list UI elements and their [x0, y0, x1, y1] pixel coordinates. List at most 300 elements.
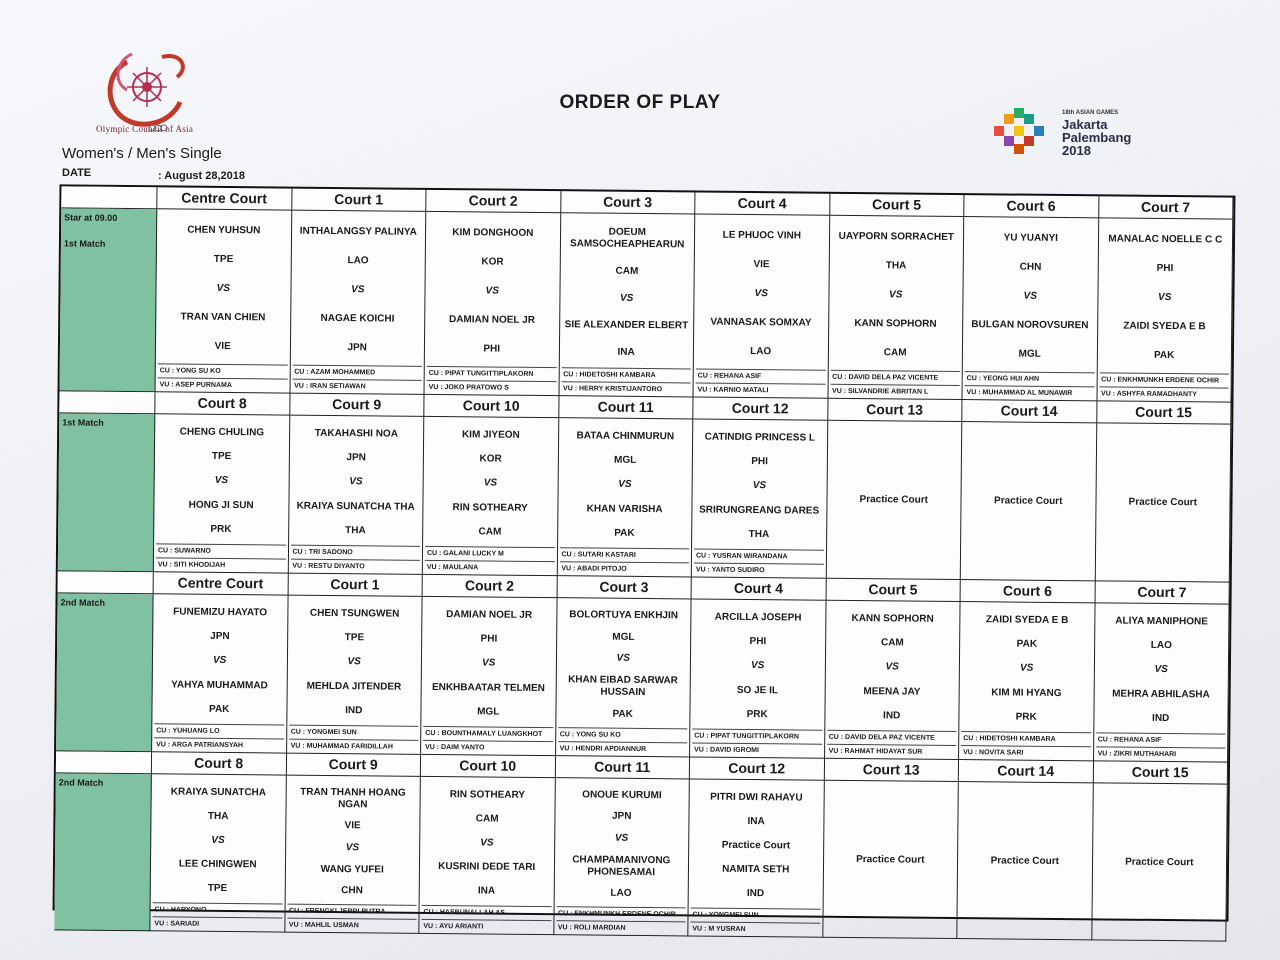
match-label-cell [58, 413, 156, 572]
match-cell [825, 601, 961, 760]
corner-cell [56, 751, 152, 774]
player-1-name: KIM JIYEON [461, 429, 520, 441]
practice-court-label: Practice Court [1128, 496, 1197, 509]
video-umpire: VU : NOVITA SARI [961, 745, 1091, 760]
player-2-country: PRK [746, 708, 768, 721]
player-2-name: ZAIDI SYEDA E B [1123, 320, 1206, 333]
chair-umpire: CU : PIPAT TUNGITTIPLAKORN [692, 728, 822, 743]
match-players [961, 608, 1092, 732]
versus-label: VS [752, 480, 767, 492]
match-officials [561, 367, 691, 396]
player-2-name: BULGAN NOROVSUREN [971, 319, 1089, 332]
match-officials [830, 370, 960, 399]
player-1-country: LAO [347, 254, 369, 267]
match-players [425, 423, 556, 547]
match-officials [696, 368, 826, 397]
chair-umpire: CU : HIDETOSHI KAMBARA [961, 731, 1091, 746]
match-officials [827, 730, 957, 759]
player-1-name: ARCILLA JOSEPH [714, 611, 802, 624]
court-header: Court 2 [426, 190, 561, 213]
games-name-line-3: 2018 [1062, 143, 1091, 158]
match-officials [421, 905, 551, 934]
player-1-country: TPE [213, 253, 234, 265]
court-header: Court 14 [962, 400, 1097, 423]
match-officials [152, 902, 282, 931]
player-1-name: YU YUANYI [1003, 232, 1058, 244]
match-players [156, 420, 287, 544]
chair-umpire: CU : REHANA ASIF [696, 368, 826, 383]
match-content [150, 774, 285, 931]
player-1-name: PITRI DWI RAHAYU [710, 791, 803, 804]
chair-umpire: CU : YONG SU KO [558, 727, 688, 742]
practice-court-label: Practice Court [990, 854, 1060, 867]
player-2-country: PAK [614, 527, 635, 539]
match-officials [156, 543, 286, 572]
court-header: Court 12 [693, 397, 828, 420]
match-cell [1092, 783, 1228, 941]
match-cell [290, 211, 426, 395]
match-cell [961, 422, 1097, 581]
player-1-name: ZAIDI SYEDA E B [985, 614, 1069, 627]
match-cell [419, 777, 555, 935]
match-content [959, 602, 1094, 760]
match-content [690, 599, 825, 757]
match-cell [826, 421, 962, 580]
player-1-country: PHI [480, 633, 498, 645]
match-cell [556, 598, 692, 757]
player-2-country: PRK [210, 523, 232, 535]
corner-cell [61, 186, 157, 209]
player-1-name: MANALAC NOELLE C C [1108, 233, 1223, 246]
games-edition: 18th ASIAN GAMES [1062, 110, 1119, 116]
chair-umpire: CU : HIDETOSHI KAMBARA [561, 367, 691, 382]
match-cell [156, 209, 292, 393]
match-players [696, 220, 827, 369]
versus-label: VS [351, 284, 365, 296]
player-2-name: SO JE IL [736, 684, 779, 696]
player-1-country: THA [885, 260, 907, 272]
player-1-name: DOEUM SAMSOCHEAPHEARUN [569, 227, 685, 251]
player-1-country: JPN [611, 811, 632, 823]
versus-label: Practice Court [721, 839, 791, 852]
match-officials [425, 546, 555, 575]
practice-court-label: Practice Court [859, 494, 928, 506]
match-players [427, 218, 558, 367]
match-cell [154, 414, 290, 573]
video-umpire: VU : AYU ARIANTI [421, 919, 551, 934]
versus-label: VS [216, 282, 230, 294]
video-umpire: VU : ABADI PITOJO [559, 561, 689, 576]
player-2-country: IND [883, 710, 901, 722]
versus-label: VS [1023, 290, 1037, 302]
match-players [291, 422, 422, 546]
versus-label: VS [485, 285, 499, 297]
player-1-name: CATINDIG PRINCESS L [704, 431, 816, 444]
player-2-name: KHAN VARISHA [586, 503, 663, 515]
court-header: Court 5 [826, 579, 961, 602]
versus-label: VS [345, 842, 360, 854]
player-2-country: INA [617, 346, 635, 358]
player-2-name: RIN SOTHEARY [452, 501, 528, 514]
match-players [692, 605, 823, 729]
match-officials [692, 728, 822, 757]
versus-label: VS [614, 832, 629, 844]
player-2-name: MEHLDA JITENDER [306, 680, 402, 693]
court-header: Court 13 [824, 759, 959, 782]
chair-umpire: CU : FRENGKI JERRI PUTRA [287, 904, 417, 919]
player-2-name: KRAIYA SUNATCHA THA [296, 500, 415, 513]
player-2-country: VIE [214, 341, 231, 353]
chair-umpire: CU : HARYONO [152, 902, 282, 917]
match-content [285, 776, 420, 933]
asian-games-logo-icon [990, 104, 1052, 164]
match-cell [1094, 603, 1230, 762]
player-1-name: BOLORTUYA ENKHJIN [569, 609, 679, 622]
practice-court-label: Practice Court [856, 853, 925, 866]
video-umpire: VU : M YUSRAN [690, 921, 820, 936]
match-players [158, 215, 289, 364]
player-1-name: RIN SOTHEARY [449, 789, 526, 801]
versus-label: VS [211, 834, 225, 846]
player-1-name: KANN SOPHORN [851, 613, 934, 625]
match-officials [559, 547, 689, 576]
match-players [691, 785, 822, 908]
video-umpire: VU : ZIKRI MUTHAHARI [1096, 746, 1226, 761]
match-cell [288, 416, 424, 575]
match-players [422, 783, 553, 906]
match-content [423, 417, 558, 575]
chair-umpire: CU : SUWARNO [156, 543, 286, 558]
match-cell [425, 212, 561, 396]
player-1-country: KOR [479, 453, 502, 465]
player-1-name: FUNEMIZU HAYATO [173, 606, 268, 619]
court-header: Court 5 [830, 194, 965, 217]
match-cell [1095, 423, 1231, 582]
versus-label: VS [754, 288, 768, 300]
match-officials [292, 365, 422, 394]
player-2-name: TRAN VAN CHIEN [180, 311, 266, 324]
versus-label: VS [618, 479, 632, 491]
player-2-name: LEE CHINGWEN [178, 858, 257, 871]
match-label-cell [60, 208, 158, 392]
versus-label: VS [616, 653, 630, 665]
court-header: Court 8 [155, 392, 290, 415]
player-1-name: ALIYA MANIPHONE [1115, 615, 1208, 628]
match-officials [556, 906, 686, 935]
video-umpire: VU : MAULANA [425, 560, 555, 575]
player-2-country: JPN [347, 342, 367, 354]
match-cell [421, 597, 557, 756]
court-header: Court 1 [292, 189, 427, 212]
chair-umpire: CU : REHANA ASIF [1096, 732, 1226, 747]
player-2-name: KANN SOPHORN [854, 318, 937, 330]
match-content [694, 214, 829, 397]
player-1-name: LE PHUOC VINH [722, 229, 802, 242]
court-header: Court 8 [152, 752, 287, 775]
player-2-country: CHN [341, 885, 363, 897]
player-2-name: CHAMPAMANIVONG PHONESAMAI [572, 853, 671, 878]
player-1-country: PAK [1016, 638, 1038, 651]
oca-caption: Olympic Council of Asia [96, 124, 194, 134]
match-officials [154, 723, 284, 752]
match-players [289, 602, 420, 726]
match-cell [1097, 218, 1233, 402]
match-cell [152, 594, 288, 753]
chair-umpire: CU : YEONG HUI AHN [965, 371, 1095, 386]
court-header: Court 14 [959, 760, 1094, 783]
chair-umpire: CU : TRI SADONO [290, 545, 420, 560]
player-2-country: PAK [1153, 350, 1175, 362]
match-content [1097, 218, 1232, 401]
match-cell [823, 781, 959, 939]
match-content [688, 779, 823, 936]
event-subtitle: Women's / Men's Single [62, 145, 222, 162]
player-2-name: SIE ALEXANDER ELBERT [564, 319, 689, 332]
match-officials [694, 548, 824, 577]
match-content [559, 213, 694, 396]
player-1-name: ONOUE KURUMI [582, 789, 662, 801]
player-2-name: YAHYA MUHAMMAD [171, 679, 268, 692]
chair-umpire: CU : SUTARI KASTARI [559, 547, 689, 562]
player-2-name: KHAN EIBAD SARWAR HUSSAIN [568, 674, 678, 699]
versus-label: VS [885, 661, 899, 673]
court-header: Court 3 [557, 576, 692, 599]
court-header: Court 4 [695, 192, 830, 215]
video-umpire: VU : KARNIO MATALI [696, 382, 826, 397]
court-header: Court 15 [1093, 761, 1228, 784]
match-cell [828, 216, 964, 400]
match-content [290, 211, 425, 394]
video-umpire: VU : ASEP PURNAMA [158, 377, 288, 392]
player-2-name: KIM MI HYANG [991, 686, 1062, 699]
player-2-country: CAM [883, 347, 907, 359]
court-header: Court 9 [290, 394, 425, 417]
match-officials [1096, 732, 1226, 761]
versus-label: VS [619, 292, 634, 304]
match-players [830, 222, 961, 371]
player-2-name: WANG YUFEI [320, 863, 384, 876]
video-umpire: VU : MAHLIL USMAN [287, 918, 417, 933]
match-content [557, 418, 692, 576]
video-umpire: VU : DAIM YANTO [423, 740, 553, 755]
player-1-country: MGL [612, 631, 635, 643]
match-players [558, 604, 689, 728]
page-title: ORDER OF PLAY [559, 92, 721, 113]
chair-umpire: CU : YONG SU KO [158, 363, 288, 378]
match-label-cell [54, 773, 152, 931]
practice-court-label: Practice Court [994, 495, 1063, 508]
player-1-country: CAM [880, 637, 904, 649]
player-1-name: INTHALANGSY PALINYA [299, 225, 417, 238]
player-2-country: MGL [1018, 348, 1041, 361]
player-1-country: PHI [751, 456, 769, 468]
versus-label: VS [480, 837, 494, 849]
chair-umpire: CU : DAVID DELA PAZ VICENTE [827, 730, 957, 745]
player-2-name: DAMIAN NOEL JR [448, 314, 535, 327]
match-cell [554, 778, 690, 936]
video-umpire: VU : SITI KHODIJAH [156, 557, 286, 572]
match-players [827, 607, 958, 731]
player-1-country: JPN [210, 631, 230, 643]
court-header: Court 9 [286, 754, 421, 777]
player-2-country: THA [748, 528, 770, 541]
court-header: Court 7 [1099, 196, 1234, 219]
match-players [694, 425, 825, 549]
match-label: 2nd Match [58, 777, 104, 788]
player-1-name: KIM DONGHOON [452, 226, 534, 239]
match-content [152, 594, 287, 752]
games-name-line-2: Palembang [1062, 130, 1132, 145]
match-cell [693, 214, 829, 398]
court-header: Court 4 [692, 577, 827, 600]
versus-label: VS [889, 289, 903, 301]
player-2-name: ENKHBAATAR TELMEN [431, 681, 545, 694]
video-umpire: VU : ASHYFA RAMADHANTY [1099, 386, 1229, 401]
chair-umpire: CU : AZAM MOHAMMED [292, 365, 422, 380]
match-content [156, 209, 291, 392]
match-officials [290, 545, 420, 574]
versus-label: VS [483, 477, 498, 490]
match-officials [961, 731, 1091, 760]
player-1-name: CHEN YUHSUN [187, 224, 261, 236]
date-value: : August 28,2018 [158, 170, 246, 182]
versus-label: VS [349, 476, 363, 488]
match-cell [150, 774, 286, 932]
match-cell [688, 779, 824, 937]
player-2-country: IND [1152, 712, 1170, 724]
court-header: Court 7 [1095, 581, 1230, 604]
match-officials [423, 726, 553, 755]
match-officials [558, 727, 688, 756]
court-header: Court 2 [423, 575, 558, 598]
match-label: 2nd Match [60, 597, 106, 608]
match-players [287, 782, 418, 905]
match-cell [690, 599, 826, 758]
versus-label: VS [750, 660, 765, 672]
match-officials [964, 371, 1094, 400]
video-umpire: VU : ROLI MARDIAN [556, 920, 686, 935]
match-label: 1st Match [63, 238, 106, 249]
match-players [154, 600, 285, 724]
versus-label: VS [1154, 664, 1168, 676]
match-players [965, 223, 1096, 372]
match-cell [557, 418, 693, 577]
player-2-name: NAGAE KOICHI [320, 313, 395, 325]
video-umpire: VU : ARGA PATRIANSYAH [154, 737, 284, 752]
player-1-country: KOR [481, 256, 504, 268]
court-header: Court 13 [828, 399, 963, 422]
player-2-name: VANNASAK SOMXAY [710, 316, 812, 329]
player-2-country: INA [477, 885, 496, 897]
player-2-name: HONG JI SUN [188, 499, 254, 511]
player-1-country: LAO [1150, 640, 1172, 652]
match-content [556, 598, 691, 756]
versus-label: VS [214, 475, 229, 487]
video-umpire: VU : IRAN SETIAWAN [292, 379, 422, 394]
match-content [419, 777, 554, 934]
player-2-country: CAM [478, 526, 502, 538]
player-2-name: MEENA JAY [863, 685, 921, 698]
chair-umpire: CU : YUHUANG LO [154, 723, 284, 738]
match-content [421, 597, 556, 755]
player-1-name: TAKAHASHI NOA [314, 427, 399, 440]
practice-court-label: Practice Court [1125, 856, 1194, 868]
video-umpire: VU : RAHMAT HIDAYAT SUR [827, 744, 957, 759]
player-2-country: PHI [483, 343, 501, 355]
court-header: Court 1 [288, 574, 423, 597]
match-officials [427, 366, 557, 395]
court-header: Court 10 [421, 755, 556, 778]
match-content [287, 596, 422, 754]
match-players [556, 784, 687, 907]
video-umpire: VU : HERRY KRISTIJANTORO [561, 381, 691, 396]
video-umpire: VU : YANTO SUDIRO [694, 562, 824, 577]
court-header: Court 6 [961, 580, 1096, 603]
versus-label: VS [1158, 291, 1172, 304]
match-content [1094, 603, 1229, 761]
match-cell [285, 776, 421, 934]
match-cell [957, 782, 1093, 940]
match-cell [692, 419, 828, 578]
match-label-cell [56, 593, 154, 752]
video-umpire: VU : DAVID IGROMI [692, 742, 822, 757]
player-1-country: VIE [344, 820, 361, 832]
player-2-name: KUSRINI DEDE TARI [438, 861, 536, 873]
match-players [561, 219, 692, 368]
chair-umpire: CU : YONGMEI SUN [289, 725, 419, 740]
player-2-country: LAO [610, 887, 632, 900]
match-officials [158, 363, 288, 392]
player-1-country: CHN [1019, 261, 1042, 273]
court-header: Court 12 [690, 757, 825, 780]
match-content [692, 419, 827, 577]
video-umpire: VU : RESTU DIYANTO [290, 559, 420, 574]
court-header: Centre Court [157, 187, 292, 210]
player-1-name: CHEN TSUNGWEN [309, 607, 400, 620]
schedule-table [53, 184, 1236, 933]
player-2-country: PAK [612, 708, 633, 720]
match-cell [423, 417, 559, 576]
court-header: Court 10 [424, 395, 559, 418]
court-header: Court 6 [964, 195, 1099, 218]
match-cell [287, 596, 423, 755]
player-1-name: KRAIYA SUNATCHA [170, 786, 267, 799]
video-umpire: VU : HENDRI APDIANNUR [558, 741, 688, 756]
chair-umpire: CU : ENKHMUNKH ERDENE OCHIR [556, 906, 686, 921]
player-1-country: CAM [475, 813, 499, 825]
player-1-country: TPE [344, 632, 365, 644]
versus-label: VS [212, 655, 227, 667]
court-header: Court 11 [555, 756, 690, 779]
player-2-country: IND [746, 888, 765, 900]
date-label: DATE [62, 167, 92, 179]
player-2-country: LAO [750, 346, 772, 358]
versus-label: VS [1019, 663, 1034, 675]
player-1-country: JPN [346, 452, 366, 464]
match-cell [962, 217, 1098, 401]
match-content [828, 216, 963, 399]
corner-cell [59, 391, 155, 414]
player-1-country: PHI [1156, 262, 1174, 274]
chair-umpire: CU : GALANI LUCKY M [425, 546, 555, 561]
corner-cell [58, 571, 154, 594]
player-1-country: THA [207, 810, 229, 823]
video-umpire: VU : SARIADI [152, 916, 282, 931]
court-header: Court 11 [559, 396, 694, 419]
versus-label: VS [481, 657, 496, 670]
chair-umpire: CU : BOUNTHAMALY LUANGKHOT [423, 726, 553, 741]
match-players [1099, 224, 1230, 373]
